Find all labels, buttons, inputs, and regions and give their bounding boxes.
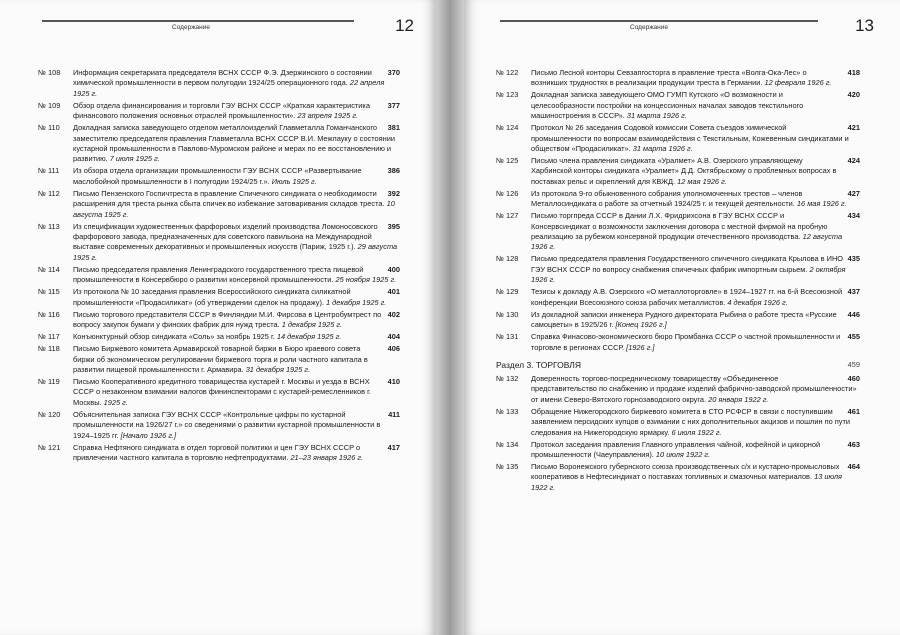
toc-entry [496,254,860,285]
entry-body [73,332,400,342]
toc-entry [496,156,860,187]
page-number: 12 [395,16,414,35]
entry-title: Конъюнктурный обзор синдиката «Соль» за ноябрь 1925 г. [73,332,275,342]
entry-body [73,123,400,165]
entry-body [531,90,860,121]
entry-title: Тезисы к докладу А.В. Озерского «О металлоторговле» в 1924–1927 гг. на 6-й Всесоюзной конференции Всесоюзного союза рабочих металлистов. [531,287,843,307]
left-page-header [42,16,414,38]
entry-title: Справка Финасово-экономического бюро Промбанка СССР о частной промышленности и торговле в регионах СССР. [531,332,841,352]
left-page [0,0,436,635]
entry-date: 10 августа 1925 г. [73,199,395,219]
toc-entry [38,332,400,342]
entry-date: 2 октября 1926 г. [531,264,846,285]
toc-group [496,68,860,353]
section-title: Раздел 3. ТОРГОВЛЯ [496,359,582,370]
entry-page: 404 [387,332,400,342]
entry-title: Доверенность торгово-посредническому товариществу «Объединенное представительство по снабжению и продаже изделий фабрично-заводской промышленности» от имени Северо-Вятского горнозаводского округа. [531,373,857,404]
entry-page: 386 [387,166,400,176]
toc-entry [38,344,400,375]
entry-body [73,68,400,99]
entry-date: 1 декабря 1925 г. [281,320,343,330]
entry-number: № 123 [496,90,519,100]
entry-page: 402 [387,309,400,319]
entry-date: 1925 г. [103,397,128,407]
entry-body [73,265,400,286]
entry-number: № 124 [496,123,519,133]
entry-date: 31 марта 1926 г. [632,144,693,154]
toc-group [496,374,860,493]
entry-number: № 135 [496,461,519,471]
entry-page: 381 [387,123,400,133]
entry-date: 16 мая 1926 г. [796,199,847,209]
entry-date: 14 декабря 1925 г. [276,332,342,342]
toc-entry [38,287,400,308]
toc-entry [496,310,860,331]
entry-number: № 134 [496,439,519,449]
entry-page: 463 [847,439,860,449]
toc-entry [38,377,400,408]
entry-page: 406 [387,344,400,354]
toc-entry [38,410,400,441]
toc-entry [496,189,860,210]
entry-date: 6 июля 1922 г. [671,427,722,437]
entry-date: 7 июля 1925 г. [109,154,160,164]
entry-number: № 115 [38,287,60,297]
entry-number: № 111 [38,166,60,176]
entry-number: № 116 [38,309,60,319]
section-heading [496,359,860,371]
entry-number: № 113 [38,221,60,231]
entry-number: № 114 [38,264,60,274]
entry-title: Из обзора отдела организации промышленности ГЭУ ВСНХ СССР «Развертывание маслобойной промышленности в I полугодии 1924/25 г.». [73,166,362,186]
toc-entry [496,462,860,493]
entry-page: 395 [387,221,400,231]
toc-entry [496,68,860,89]
entry-page: 461 [847,406,860,416]
entry-date: [1926 г.] [626,342,655,352]
entry-body [73,222,400,264]
toc-entry [38,123,400,165]
entry-page: 455 [847,332,860,342]
entry-page: 377 [387,100,400,110]
entry-date: 12 мая 1926 г. [677,176,727,186]
running-head: Содержание [630,24,668,31]
entry-title: Обзор отдела финансирования и торговли ГЭУ ВСНХ СССР «Краткая характеристика финансового положения основных отраслей промышленности». [73,100,370,121]
entry-title: Письмо члена правления синдиката «Уралмет» А.В. Озерского управляющему Харбинской конторы синдиката «Уралмет» Д.Д. Октябрьскому о проблемных вопросах в поставках рельс и скреплений для КВЖД. [531,156,837,186]
entry-number: № 127 [496,211,519,221]
page-number: 13 [855,16,874,35]
entry-number: № 132 [496,373,519,383]
entry-title: Из докладной записки инженера Рудного директората Рыбина о работе треста «Русские самоцветы» в 1925/26 г. [531,309,837,330]
toc-entry [496,407,860,438]
entry-title: Письмо торгового представителя СССР в Финляндии М.И. Фирсова в Центробумтрест по вопросу закупок бумаги у финских фабрик для нужд треста. [73,309,382,330]
entry-body [531,68,860,89]
entry-page: 460 [847,373,860,383]
toc-list-right [496,68,860,495]
entry-page: 411 [388,409,400,419]
entry-date: [Конец 1926 г.] [615,320,667,330]
entry-date: 29 августа 1925 г. [73,242,398,262]
toc-entry [496,374,860,405]
entry-number: № 126 [496,188,519,198]
entry-number: № 125 [496,156,519,166]
entry-body [73,189,400,220]
entry-date: 20 января 1922 г. [708,394,769,404]
entry-body [531,462,860,493]
entry-title: Из протокола 9-го обыкновенного собрания уполномоченных трестов – членов Металлосиндиката о работе за отчетный 1924/25 г. и текущей деятельности. [531,188,803,209]
entry-number: № 112 [38,188,60,198]
entry-page: 421 [847,123,860,133]
entry-body [531,407,860,438]
entry-date: 31 декабря 1925 г. [245,364,311,374]
entry-title: Докладная записка заведующего ОМО ГУМП Кутского «О возможности и целесообразности постройки на концессионных началах заводов текстильного машиностроения в СССР». [531,90,804,121]
toc-entry [38,68,400,99]
section-page: 459 [847,359,860,369]
running-head: Содержание [172,24,210,31]
entry-number: № 108 [38,68,61,77]
entry-title: Письмо Биржевого комитета Армавирской товарной биржи в Бюро краевого совета биржи об экономическом регулировании биржевого торга и роли частного капитала в развитии пищевой промышленности г. Армавира. [73,344,368,374]
entry-page: 417 [387,442,400,452]
entry-date: 12 августа 1926 г. [531,232,843,252]
entry-page: 464 [847,461,860,471]
entry-body [531,189,860,210]
entry-body [531,332,860,353]
entry-body [531,211,860,253]
header-rule [500,20,818,22]
entry-body [73,377,400,408]
entry-title: Объяснительная записка ГЭУ ВСНХ СССР «Контрольные цифры по кустарной промышленности на 1926/27 г.» со сведениями о развитии кустарной промышленности в 1924–1925 гг. [73,409,381,440]
entry-body [531,254,860,285]
toc-entry [38,166,400,187]
entry-title: Письмо Воронежского губернского союза производственных с/х и кустарно-промысловых кооперативов в Нефтесиндикат о поставках топливных и смазочных материалов. [531,461,840,482]
entry-date: 25 ноября 1925 г. [335,275,397,285]
entry-number: № 130 [496,309,519,319]
entry-body [531,287,860,308]
entry-number: № 131 [496,332,519,342]
entry-title: Письмо Кооперативного кредитного товарищества кустарей г. Москвы и уезда в ВСНХ СССР о незаконном взимании налогов фининспекторами с кустарей-ремесленников г. Москвы. [73,376,371,407]
entry-title: Докладная записка заведующего отделом металлоизделий Главметалла Гоманчанского заместителю председателя правления Главметалла ВСНХ СССР В.И. Межлауку о состоянии кустарной промышленности в Павлово-Муромском районе и мерах по ее восстановлению и развитию. [73,123,395,164]
entry-date: 31 марта 1926 г. [626,111,687,121]
entry-title: Письмо Пензенского Госпичтреста в правление Спичечного синдиката о необходимости расширения для треста рынка сбыта спичек во избежание затоваривания складов треста. [73,188,385,209]
entry-date: 1 декабря 1925 г. [326,297,387,307]
entry-page: 427 [847,188,860,198]
entry-page: 370 [387,68,400,77]
entry-date: 12 февраля 1926 г. [764,78,832,88]
entry-body [73,166,400,187]
right-page-header [500,16,874,38]
entry-number: № 109 [38,100,61,110]
entry-number: № 117 [38,332,60,342]
entry-title: Письмо председателя правления Ленинградского государственного треста пищевой промышленности в Консервбюро о развитии консервной промышленности. [73,264,364,285]
entry-body [531,440,860,461]
entry-body [73,310,400,331]
entry-number: № 121 [38,442,61,452]
entry-page: 420 [847,90,860,100]
entry-body [73,344,400,375]
toc-entry [496,123,860,154]
header-rule [42,20,354,22]
entry-title: Письмо председателя правления Государственного спичечного синдиката Крылова в ИНО ГЭУ ВСНХ СССР по вопросу снабжения спичечных фабрик импортным сырьем. [531,254,844,274]
entry-number: № 118 [38,344,60,354]
entry-page: 392 [387,188,400,198]
toc-entry [38,265,400,286]
entry-body [531,374,860,405]
entry-page: 446 [847,309,860,319]
entry-date: 23 апреля 1925 г. [297,111,359,121]
toc-list-left [38,68,400,465]
toc-entry [496,332,860,353]
entry-number: № 122 [496,68,519,77]
entry-body [73,443,400,464]
entry-date: 22 апреля 1925 г. [73,78,385,98]
entry-body [531,310,860,331]
toc-entry [496,287,860,308]
toc-entry [38,101,400,122]
entry-page: 424 [847,156,860,166]
entry-body [73,101,400,122]
entry-body [73,410,400,441]
entry-date: 13 июля 1922 г. [531,472,843,492]
entry-title: Письмо Лесной конторы Севзапгосторга в правление треста «Волга-Ока-Лес» о возникших трудностях в реализации продукции треста в Германии. [531,68,807,88]
entry-date: 4 декабря 1926 г. [727,297,788,307]
entry-title: Письмо торгпреда СССР в Дании Л.Х. Фридрихсона в ГЭУ ВСНХ СССР и Консервсиндикат о возможности заключения договора с местной фирмой на пробную реализацию за рубежом консервной продукции отечественного производства. [531,211,828,242]
entry-body [531,123,860,154]
toc-entry [38,310,400,331]
entry-body [73,287,400,308]
toc-entry [38,222,400,264]
entry-number: № 133 [496,406,519,416]
entry-number: № 120 [38,409,61,419]
toc-entry [496,211,860,253]
entry-title: Протокол № 26 заседания Содовой комиссии Совета съездов химической промышленности по вопросам взаимодействия с Текстильным, Кожевенным синдикатами и обществом «Продасиликат». [531,123,849,154]
entry-number: № 119 [38,376,60,386]
entry-date: 10 июля 1922 г. [655,449,711,459]
entry-number: № 110 [38,123,60,133]
toc-entry [496,90,860,121]
entry-title: Обращение Нижегородского биржевого комитета в СТО РСФСР в связи с поступившим заявлением персидских купцов о взимании с них дополнительных акцизов и пошлин по пути следования на Нижегородскую ярмарку. [531,406,851,437]
entry-title: Протокол заседания правления Главного управления чайной, кофейной и цикорной промышленности (Чаеуправления). [531,439,821,459]
entry-title: Справка Нефтяного синдиката в отдел торговой политики и цен ГЭУ ВСНХ СССР о привлечении частного капитала в торговлю нефтепродуктами. [73,442,361,462]
entry-date: Июль 1925 г. [271,176,317,186]
entry-page: 401 [387,287,400,297]
entry-page: 400 [387,264,400,274]
entry-page: 418 [847,68,860,77]
toc-entry [38,189,400,220]
entry-number: № 128 [496,254,519,264]
entry-page: 410 [387,376,400,386]
entry-date: [Начало 1926 г.] [120,430,177,440]
entry-title: Информация секретариата председателя ВСНХ СССР Ф.Э. Дзержинского о состоянии химической промышленности в первом полугодии 1924/25 операционного года. [73,68,372,88]
entry-body [531,156,860,187]
book-gutter [436,0,464,635]
toc-entry [38,443,400,464]
toc-entry [496,440,860,461]
entry-page: 434 [847,211,860,221]
right-page [464,0,900,635]
entry-title: Из протокола № 10 заседания правления Всероссийского синдиката силикатной промышленности «Продасиликат» (об утверждении сделок на продажу). [73,287,351,307]
entry-title: Из спецификации художественных фарфоровых изделий производства Ломоносовского фарфорового завода, предназначенных для советского павильона на Международной выставке современных декоративных и промышленных искусств (Париж, 1925 г.). [73,221,378,252]
entry-date: 21–23 января 1926 г. [290,452,364,462]
entry-page: 437 [847,287,860,297]
entry-number: № 129 [496,287,519,297]
entry-page: 435 [847,254,860,264]
